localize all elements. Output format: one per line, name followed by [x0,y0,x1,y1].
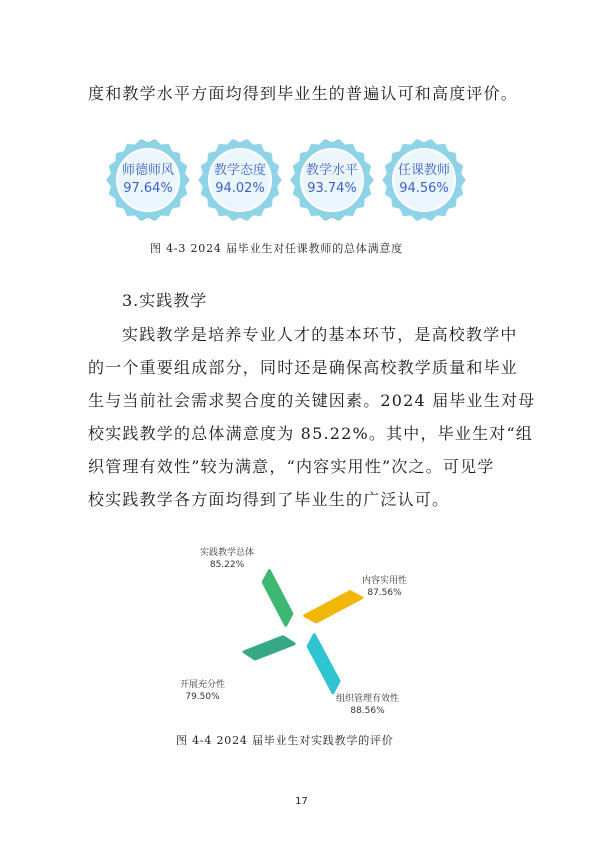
badge-value: 97.64% [123,181,173,196]
badge-label: 任课教师 [397,163,450,178]
badge-ethics [106,138,190,222]
chart-label-overall [200,547,254,571]
paragraph-line: 织管理有效性”较为满意，“内容实用性”次之。可见学 [88,457,495,476]
value-label: 79.50% [185,692,220,702]
figure-4-4-caption: 图 4-4 2024 届毕业生对实践教学的评价 [176,734,394,747]
petal-0 [263,571,292,626]
paragraph-line: 实践教学是培养专业人才的基本环节，是高校教学中 [122,325,518,344]
category-label: 开展充分性 [180,680,226,690]
value-label: 87.56% [367,588,402,598]
category-label: 组织管理有效性 [336,694,400,704]
chart-label-organization [336,693,399,717]
petal-1 [305,592,362,622]
badge-value: 94.02% [215,181,265,196]
chart-label-adequacy [180,679,225,703]
page-number: 17 [295,796,308,807]
badge-value: 93.74% [307,181,357,196]
paragraph-line: 校实践教学的总体满意度为 85.22%。其中，毕业生对“组 [88,424,534,443]
value-label: 85.22% [209,560,245,570]
petal-3 [244,637,294,659]
badge-teachers [382,138,466,222]
paragraph-line: 生与当前社会需求契合度的关键因素。2024 届毕业生对母 [88,391,536,410]
value-label: 88.56% [350,706,385,716]
badge-label: 教学态度 [213,163,266,178]
petal-2 [308,635,339,693]
intro-text: 度和教学水平方面均得到毕业生的普遍认可和高度评价。 [88,84,519,103]
paragraph-line: 的一个重要组成部分，同时还是确保高校教学质量和毕业 [88,358,519,377]
teacher-satisfaction-badges [106,138,466,238]
badge-label: 教学水平 [305,163,358,178]
badge-attitude [198,138,282,222]
figure-4-3-caption: 图 4-3 2024 届毕业生对任课教师的总体满意度 [150,242,403,255]
badge-label: 师德师风 [121,163,174,178]
section-title: 3.实践教学 [122,291,208,310]
practice-teaching-chart [140,535,470,725]
chart-label-content [362,575,407,599]
paragraph-line: 校实践教学各方面均得到了毕业生的广泛认可。 [88,490,450,509]
badge-level [290,138,374,222]
category-label: 实践教学总体 [200,548,255,558]
badge-value: 94.56% [399,181,449,196]
category-label: 内容实用性 [362,576,408,586]
